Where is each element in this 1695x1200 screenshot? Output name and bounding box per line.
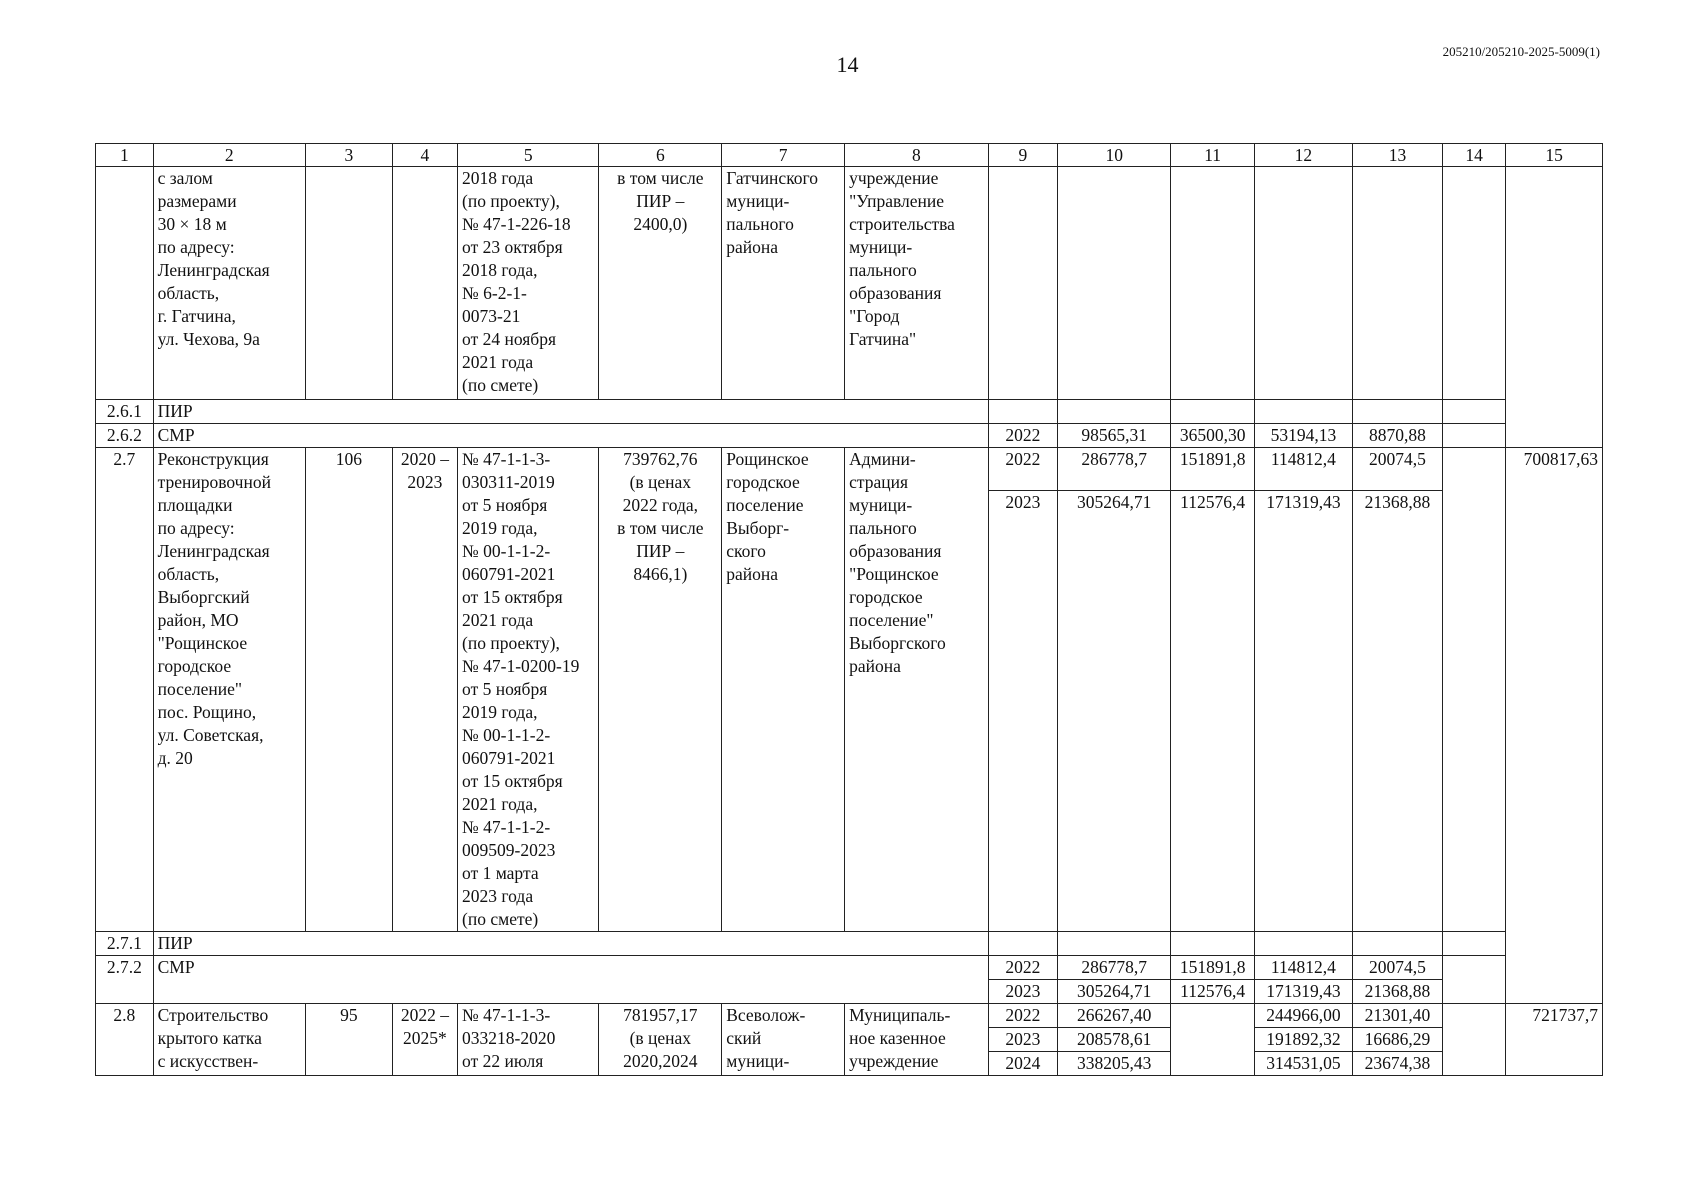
regional: 53194,13 — [1255, 424, 1353, 448]
page-number: 14 — [836, 52, 859, 77]
object-name: Реконструкция тренировочной площадки по адресу: Ленинградская область, Выборгский район, МО "Рощинское городское поселение" пос. Рощино, ул. Советская, д. 20 — [153, 448, 305, 932]
row-number: 2.7 — [96, 448, 154, 932]
other — [1443, 932, 1506, 956]
expertise: № 47-1-1-3- 030311-2019 от 5 ноября 2019 года, № 00-1-1-2- 060791-2021 от 15 октября 2021 года (по проекту), № 47-1-0200-19 от 5 ноября 2019 года, № 00-1-1-2- 060791-2021 от 15 октября 2021 года, № 47-1-1-2- 009509-2023 от 1 марта 2023 года (по смете) — [458, 448, 599, 932]
estimated-cost: в том числе ПИР – 2400,0) — [599, 167, 722, 400]
federal — [1171, 167, 1255, 400]
table-row — [96, 932, 1603, 956]
col-header: 11 — [1171, 144, 1255, 167]
other — [1443, 956, 1506, 1004]
col-header: 5 — [458, 144, 599, 167]
local: 20074,5 — [1352, 956, 1442, 980]
table-row — [96, 1004, 1603, 1028]
regional: 171319,43 — [1255, 491, 1353, 932]
total: 286778,7 — [1058, 448, 1171, 491]
other — [1443, 400, 1506, 424]
local: 8870,88 — [1352, 424, 1442, 448]
table-row — [96, 167, 1603, 400]
row-number: 2.7.2 — [96, 956, 154, 1004]
program-table — [95, 143, 1603, 1076]
col-header: 1 — [96, 144, 154, 167]
col-header: 4 — [392, 144, 457, 167]
total: 338205,43 — [1058, 1052, 1171, 1076]
customer: учреждение "Управление строительства муници- пального образования "Город Гатчина" — [845, 167, 989, 400]
federal: 36500,30 — [1171, 424, 1255, 448]
row-number: 2.6.1 — [96, 400, 154, 424]
year — [988, 400, 1058, 424]
customer: Муниципаль- ное казенное учреждение — [845, 1004, 989, 1076]
municipality: Гатчинского муници- пального района — [722, 167, 845, 400]
row-label: СМР — [153, 956, 988, 1004]
col-header: 3 — [305, 144, 392, 167]
year: 2023 — [988, 980, 1058, 1004]
total: 266267,40 — [1058, 1004, 1171, 1028]
total: 208578,61 — [1058, 1028, 1171, 1052]
other — [1443, 448, 1506, 932]
period — [392, 167, 457, 400]
year: 2022 — [988, 424, 1058, 448]
year: 2023 — [988, 1028, 1058, 1052]
municipality: Всеволож- ский муници- — [722, 1004, 845, 1076]
row-label: ПИР — [153, 400, 988, 424]
local — [1352, 167, 1442, 400]
local: 23674,38 — [1352, 1052, 1442, 1076]
row-number: 2.6.2 — [96, 424, 154, 448]
regional: 314531,05 — [1255, 1052, 1353, 1076]
total: 98565,31 — [1058, 424, 1171, 448]
customer: Админи- страция муници- пального образования "Рощинское городское поселение" Выборгского района — [845, 448, 989, 932]
capacity: 106 — [305, 448, 392, 932]
document-id: 205210/205210-2025-5009(1) — [1442, 44, 1600, 59]
row-number: 2.7.1 — [96, 932, 154, 956]
col-header: 7 — [722, 144, 845, 167]
total — [1058, 167, 1171, 400]
row-number: 2.8 — [96, 1004, 154, 1076]
col-header: 14 — [1443, 144, 1506, 167]
local: 20074,5 — [1352, 448, 1442, 491]
col15: 700817,63 — [1506, 448, 1603, 1004]
expertise: № 47-1-1-3- 033218-2020 от 22 июля — [458, 1004, 599, 1076]
federal: 112576,4 — [1171, 491, 1255, 932]
other — [1443, 167, 1506, 400]
total: 305264,71 — [1058, 980, 1171, 1004]
year — [988, 932, 1058, 956]
capacity: 95 — [305, 1004, 392, 1076]
period: 2022 – 2025* — [392, 1004, 457, 1076]
local: 21301,40 — [1352, 1004, 1442, 1028]
table-row — [96, 400, 1603, 424]
column-number-header — [96, 144, 1603, 167]
local: 21368,88 — [1352, 491, 1442, 932]
col-header: 2 — [153, 144, 305, 167]
total — [1058, 932, 1171, 956]
regional — [1255, 167, 1353, 400]
local: 21368,88 — [1352, 980, 1442, 1004]
federal — [1171, 932, 1255, 956]
table-row — [96, 424, 1603, 448]
federal — [1171, 400, 1255, 424]
regional: 114812,4 — [1255, 956, 1353, 980]
municipality: Рощинское городское поселение Выборг- ского района — [722, 448, 845, 932]
federal — [1171, 1004, 1255, 1076]
col-header: 13 — [1352, 144, 1442, 167]
regional: 244966,00 — [1255, 1004, 1353, 1028]
object-name: Строительство крытого катка с искусствен- — [153, 1004, 305, 1076]
period: 2020 – 2023 — [392, 448, 457, 932]
year: 2024 — [988, 1052, 1058, 1076]
regional: 114812,4 — [1255, 448, 1353, 491]
col-header: 9 — [988, 144, 1058, 167]
table-row — [96, 956, 1603, 980]
total: 305264,71 — [1058, 491, 1171, 932]
other — [1443, 424, 1506, 448]
col15: 721737,7 — [1506, 1004, 1603, 1076]
col-header: 8 — [845, 144, 989, 167]
year: 2022 — [988, 956, 1058, 980]
estimated-cost: 739762,76 (в ценах 2022 года, в том числе ПИР – 8466,1) — [599, 448, 722, 932]
regional: 171319,43 — [1255, 980, 1353, 1004]
local — [1352, 932, 1442, 956]
col15 — [1506, 167, 1603, 448]
year: 2022 — [988, 1004, 1058, 1028]
col-header: 6 — [599, 144, 722, 167]
other — [1443, 1004, 1506, 1076]
object-name: с залом размерами 30 × 18 м по адресу: Ленинградская область, г. Гатчина, ул. Чехова, 9а — [153, 167, 305, 400]
row-label: СМР — [153, 424, 988, 448]
year: 2022 — [988, 448, 1058, 491]
col-header: 12 — [1255, 144, 1353, 167]
federal: 151891,8 — [1171, 956, 1255, 980]
row-number — [96, 167, 154, 400]
year — [988, 167, 1058, 400]
regional — [1255, 932, 1353, 956]
local: 16686,29 — [1352, 1028, 1442, 1052]
regional: 191892,32 — [1255, 1028, 1353, 1052]
capacity — [305, 167, 392, 400]
col-header: 15 — [1506, 144, 1603, 167]
local — [1352, 400, 1442, 424]
federal: 151891,8 — [1171, 448, 1255, 491]
col-header: 10 — [1058, 144, 1171, 167]
estimated-cost: 781957,17 (в ценах 2020,2024 — [599, 1004, 722, 1076]
row-label: ПИР — [153, 932, 988, 956]
total — [1058, 400, 1171, 424]
table-row — [96, 448, 1603, 491]
year: 2023 — [988, 491, 1058, 932]
federal: 112576,4 — [1171, 980, 1255, 1004]
regional — [1255, 400, 1353, 424]
expertise: 2018 года (по проекту), № 47-1-226-18 от 23 октября 2018 года, № 6-2-1- 0073-21 от 24 ноября 2021 года (по смете) — [458, 167, 599, 400]
total: 286778,7 — [1058, 956, 1171, 980]
